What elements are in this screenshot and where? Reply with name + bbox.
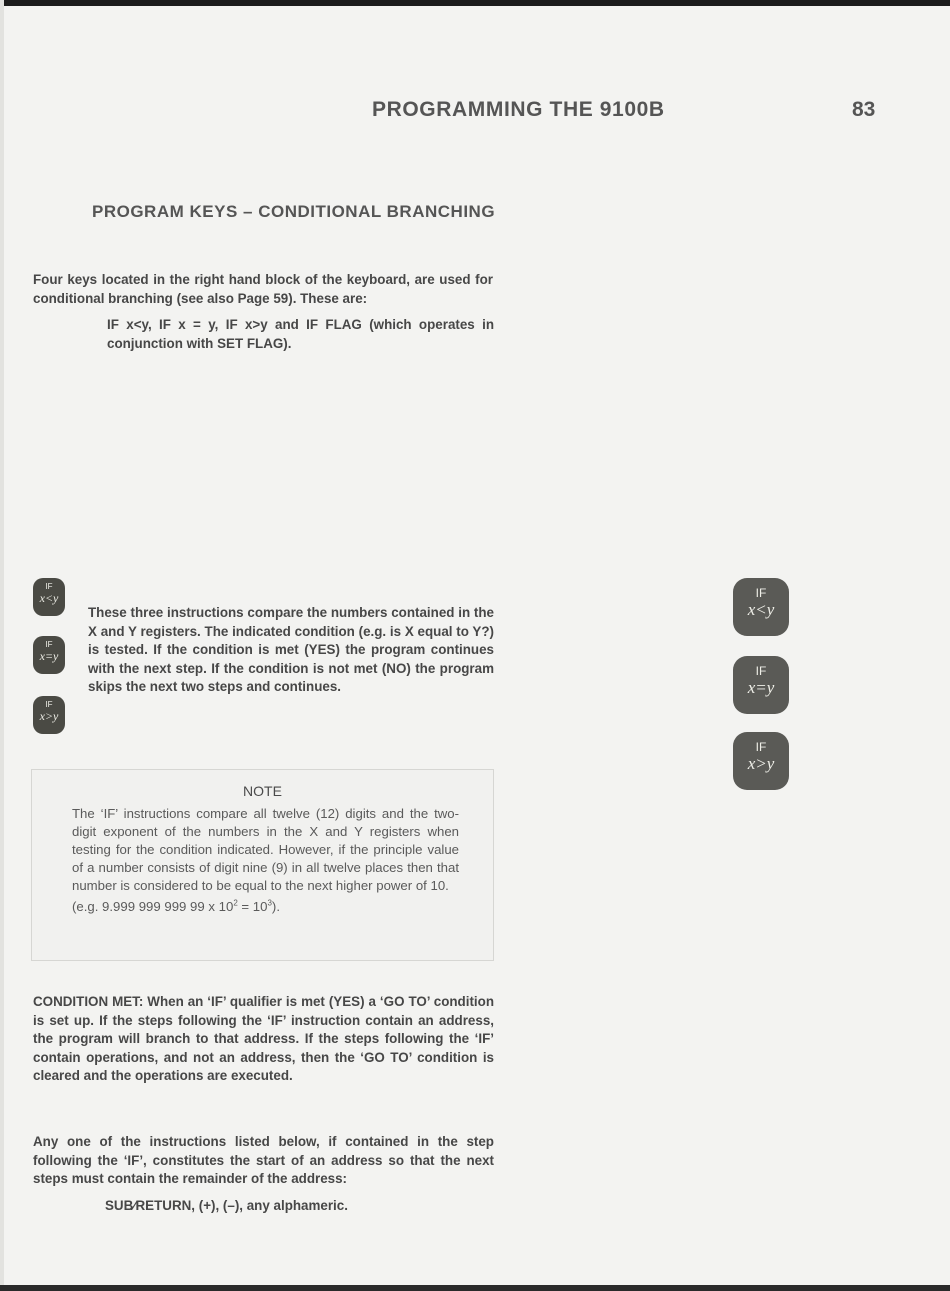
key-op-label: x>y <box>747 754 775 773</box>
key-if-x-less-y-small <box>33 578 65 616</box>
scan-top-border <box>0 0 950 6</box>
scan-left-edge <box>0 0 4 1291</box>
note-box <box>31 769 494 961</box>
note-title: NOTE <box>243 783 282 799</box>
key-if-x-greater-y-small <box>33 696 65 734</box>
key-op-label: x=y <box>39 649 59 663</box>
key-if-x-greater-y-large <box>733 732 789 790</box>
address-instruction-list: SUB∕RETURN, (+), (–), any alphameric. <box>105 1198 348 1213</box>
page-header-title: PROGRAMMING THE 9100B <box>372 98 665 121</box>
section-heading: PROGRAM KEYS – CONDITIONAL BRANCHING <box>92 202 496 221</box>
key-op-label: x>y <box>39 709 59 723</box>
key-if-label: IF <box>755 664 767 678</box>
note-text: The ‘IF’ instructions compare all twelve (12) digits and the two-digit exponent of the numbers in the X and Y registers when testing for the condition indicated. However, if the principle value of a number consists of digit nine (9) in all twelve places then that number is considered to be equal to the next higher power of 10. <box>72 806 459 893</box>
key-op-label: x=y <box>747 678 775 697</box>
intro-paragraph: Four keys located in the right hand block of the keyboard, are used for conditional branching (see also Page 59). These are: <box>33 272 493 306</box>
scan-bottom-border <box>0 1285 950 1291</box>
key-if-label: IF <box>45 640 53 649</box>
key-op-label: x<y <box>747 600 775 619</box>
key-if-label: IF <box>755 740 767 754</box>
key-if-label: IF <box>755 586 767 600</box>
key-if-x-equal-y-large <box>733 656 789 714</box>
key-if-x-less-y-large <box>733 578 789 636</box>
condition-met-paragraph: CONDITION MET: When an ‘IF’ qualifier is met (YES) a ‘GO TO’ condition is set up. If the steps following the ‘IF’ instruction contain an address, the program will branch to that address. If the steps following the ‘IF’ contain operations, and not an address, then the ‘GO TO’ condition is cleared and the operations are executed. <box>33 994 494 1083</box>
key-if-label: IF <box>45 582 53 591</box>
key-if-x-equal-y-small <box>33 636 65 674</box>
compare-paragraph: These three instructions compare the numbers contained in the X and Y registers. The indicated condition (e.g. is X equal to Y?) is tested. If the condition is met (YES) the program continues with the next step. If the condition is not met (NO) the program skips the next two steps and continues. <box>88 605 494 694</box>
key-if-label: IF <box>45 700 53 709</box>
key-op-label: x<y <box>39 591 59 605</box>
address-paragraph: Any one of the instructions listed below, if contained in the step following the ‘IF’, constitutes the start of an address so that the next steps must contain the remainder of the address: <box>33 1134 494 1186</box>
note-body <box>72 805 459 916</box>
note-example: (e.g. 9.999 999 999 99 x $10^2 = 10^3$). <box>72 899 280 915</box>
page-number: 83 <box>852 98 876 121</box>
intro-key-list: IF x<y, IF x = y, IF x>y and IF FLAG (which operates in conjunction with SET FLAG). <box>107 317 494 351</box>
